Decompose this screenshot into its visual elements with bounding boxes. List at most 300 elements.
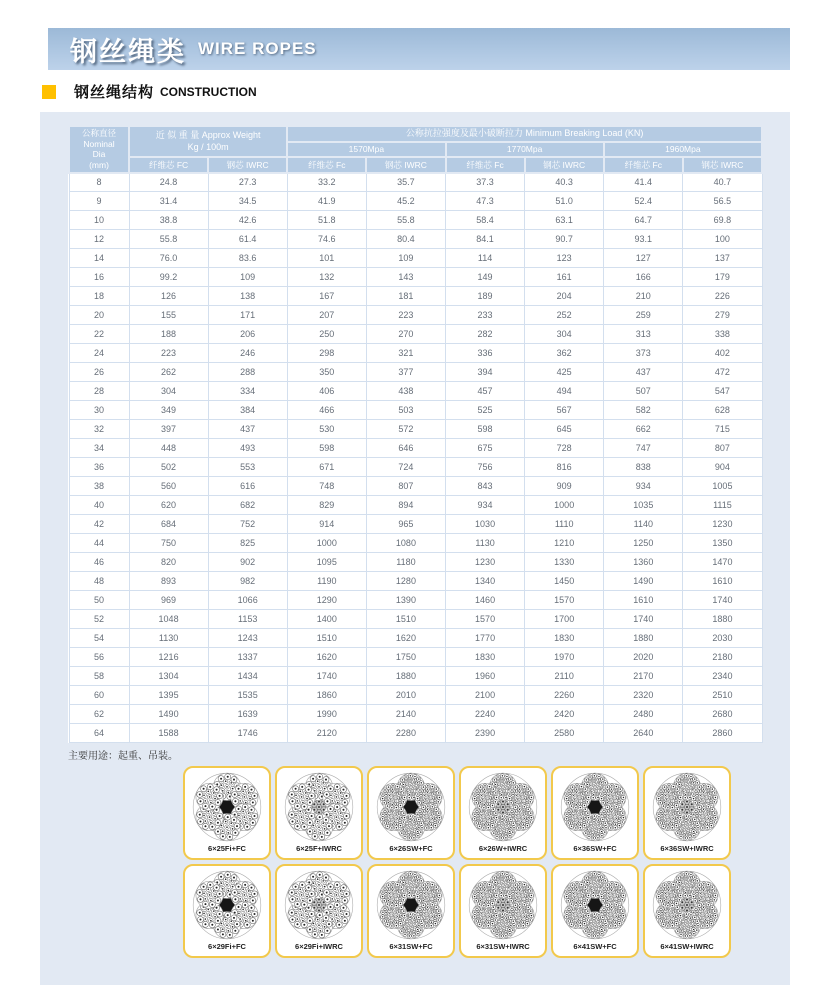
table-cell: 1460 [446, 591, 525, 610]
table-cell: 28 [69, 382, 129, 401]
header-grade-1570: 1570Mpa [287, 142, 445, 157]
rope-cross-section-diagram [464, 771, 542, 843]
table-cell: 2280 [366, 724, 445, 743]
rope-label: 6×26W+IWRC [478, 844, 528, 853]
section-title-en: CONSTRUCTION [160, 84, 257, 99]
table-cell: 181 [366, 287, 445, 306]
table-cell: 1337 [208, 648, 287, 667]
table-cell: 143 [366, 268, 445, 287]
header-dia: 公称直径 Nominal Dia (mm) [69, 126, 129, 173]
table-cell: 1470 [683, 553, 762, 572]
table-cell: 838 [604, 458, 683, 477]
rope-card [275, 864, 363, 958]
table-cell: 394 [446, 363, 525, 382]
table-cell: 715 [683, 420, 762, 439]
table-cell: 934 [604, 477, 683, 496]
table-cell: 406 [287, 382, 366, 401]
table-cell: 1210 [525, 534, 604, 553]
table-cell: 60 [69, 686, 129, 705]
table-cell: 829 [287, 496, 366, 515]
table-cell: 51.8 [287, 211, 366, 230]
table-cell: 350 [287, 363, 366, 382]
table-cell: 58.4 [446, 211, 525, 230]
table-row [69, 401, 762, 420]
rope-cross-section-diagram [188, 869, 266, 941]
table-cell: 32 [69, 420, 129, 439]
table-cell: 54 [69, 629, 129, 648]
table-cell: 646 [366, 439, 445, 458]
table-cell: 598 [446, 420, 525, 439]
table-cell: 93.1 [604, 230, 683, 249]
rope-cross-section-diagram [556, 771, 634, 843]
table-row [69, 496, 762, 515]
table-cell: 662 [604, 420, 683, 439]
table-cell: 1230 [683, 515, 762, 534]
table-cell: 553 [208, 458, 287, 477]
table-cell: 675 [446, 439, 525, 458]
table-row [69, 249, 762, 268]
table-cell: 1000 [287, 534, 366, 553]
table-cell: 55.8 [129, 230, 208, 249]
table-cell: 14 [69, 249, 129, 268]
table-cell: 1180 [366, 553, 445, 572]
table-cell: 1066 [208, 591, 287, 610]
table-cell: 1830 [525, 629, 604, 648]
header-weight-fc: 纤维芯 FC [129, 157, 208, 172]
table-cell: 252 [525, 306, 604, 325]
rope-cross-section-diagram [280, 771, 358, 843]
table-cell: 45.2 [366, 192, 445, 211]
table-cell: 233 [446, 306, 525, 325]
table-cell: 56 [69, 648, 129, 667]
rope-label: 6×25Fi+FC [208, 844, 246, 853]
table-row [69, 515, 762, 534]
table-row [69, 553, 762, 572]
table-cell: 530 [287, 420, 366, 439]
rope-label: 6×29Fi+FC [208, 942, 246, 951]
table-cell: 109 [208, 268, 287, 287]
table-cell: 166 [604, 268, 683, 287]
table-cell: 1250 [604, 534, 683, 553]
table-cell: 2170 [604, 667, 683, 686]
table-row [69, 287, 762, 306]
table-cell: 64 [69, 724, 129, 743]
table-cell: 1740 [604, 610, 683, 629]
table-cell: 525 [446, 401, 525, 420]
table-cell: 748 [287, 477, 366, 496]
table-cell: 457 [446, 382, 525, 401]
table-cell: 1280 [366, 572, 445, 591]
table-cell: 494 [525, 382, 604, 401]
table-cell: 437 [208, 420, 287, 439]
table-cell: 752 [208, 515, 287, 534]
table-cell: 1130 [446, 534, 525, 553]
table-cell: 90.7 [525, 230, 604, 249]
table-cell: 1740 [287, 667, 366, 686]
table-cell: 1510 [366, 610, 445, 629]
table-cell: 438 [366, 382, 445, 401]
rope-label: 6×41SW+IWRC [660, 942, 714, 951]
table-cell: 1140 [604, 515, 683, 534]
table-cell: 1880 [604, 629, 683, 648]
table-cell: 12 [69, 230, 129, 249]
table-cell: 179 [683, 268, 762, 287]
table-cell: 1740 [683, 591, 762, 610]
table-row [69, 667, 762, 686]
table-cell: 616 [208, 477, 287, 496]
table-cell: 969 [129, 591, 208, 610]
table-cell: 1434 [208, 667, 287, 686]
table-cell: 982 [208, 572, 287, 591]
table-cell: 645 [525, 420, 604, 439]
table-cell: 2120 [287, 724, 366, 743]
table-cell: 1110 [525, 515, 604, 534]
rope-card [183, 766, 271, 860]
table-cell: 965 [366, 515, 445, 534]
table-cell: 2100 [446, 686, 525, 705]
table-cell: 114 [446, 249, 525, 268]
table-cell: 902 [208, 553, 287, 572]
table-cell: 2680 [683, 705, 762, 724]
table-cell: 1450 [525, 572, 604, 591]
table-row [69, 477, 762, 496]
header-1960-iwrc: 钢芯 IWRC [683, 157, 762, 172]
table-cell: 2180 [683, 648, 762, 667]
table-cell: 46 [69, 553, 129, 572]
table-cell: 41.4 [604, 173, 683, 192]
table-cell: 682 [208, 496, 287, 515]
table-cell: 132 [287, 268, 366, 287]
rope-label: 6×31SW+FC [389, 942, 433, 951]
table-row [69, 572, 762, 591]
table-cell: 1130 [129, 629, 208, 648]
table-row [69, 363, 762, 382]
rope-card [551, 864, 639, 958]
table-cell: 1395 [129, 686, 208, 705]
header-1570-fc: 纤维芯 Fc [287, 157, 366, 172]
table-cell: 825 [208, 534, 287, 553]
table-cell: 807 [683, 439, 762, 458]
table-cell: 547 [683, 382, 762, 401]
table-cell: 18 [69, 287, 129, 306]
table-cell: 155 [129, 306, 208, 325]
table-cell: 820 [129, 553, 208, 572]
table-cell: 1243 [208, 629, 287, 648]
rope-cross-section-diagram [648, 771, 726, 843]
spec-table [68, 125, 763, 743]
table-cell: 1048 [129, 610, 208, 629]
table-cell: 2860 [683, 724, 762, 743]
table-cell: 24.8 [129, 173, 208, 192]
table-cell: 126 [129, 287, 208, 306]
table-cell: 914 [287, 515, 366, 534]
table-cell: 1750 [366, 648, 445, 667]
table-row [69, 420, 762, 439]
table-cell: 31.4 [129, 192, 208, 211]
table-row [69, 705, 762, 724]
table-cell: 1570 [446, 610, 525, 629]
table-cell: 1610 [683, 572, 762, 591]
table-cell: 466 [287, 401, 366, 420]
table-cell: 728 [525, 439, 604, 458]
table-cell: 100 [683, 230, 762, 249]
table-cell: 1490 [604, 572, 683, 591]
table-cell: 56.5 [683, 192, 762, 211]
table-row [69, 192, 762, 211]
table-cell: 2580 [525, 724, 604, 743]
table-cell: 1610 [604, 591, 683, 610]
table-cell: 189 [446, 287, 525, 306]
table-row [69, 724, 762, 743]
table-cell: 437 [604, 363, 683, 382]
section-title-zh: 钢丝绳结构 [74, 84, 155, 101]
table-cell: 1360 [604, 553, 683, 572]
rope-cross-section-diagram [372, 771, 450, 843]
table-cell: 282 [446, 325, 525, 344]
table-row [69, 610, 762, 629]
table-cell: 40.3 [525, 173, 604, 192]
table-cell: 42 [69, 515, 129, 534]
table-cell: 893 [129, 572, 208, 591]
table-row [69, 648, 762, 667]
table-cell: 2110 [525, 667, 604, 686]
rope-label: 6×36SW+FC [573, 844, 617, 853]
table-cell: 62 [69, 705, 129, 724]
table-cell: 502 [129, 458, 208, 477]
table-cell: 22 [69, 325, 129, 344]
table-cell: 816 [525, 458, 604, 477]
table-cell: 167 [287, 287, 366, 306]
table-cell: 36 [69, 458, 129, 477]
table-cell: 671 [287, 458, 366, 477]
header-grade-1960: 1960Mpa [604, 142, 762, 157]
table-row [69, 173, 762, 192]
table-row [69, 686, 762, 705]
table-cell: 1535 [208, 686, 287, 705]
table-cell: 448 [129, 439, 208, 458]
table-cell: 1350 [683, 534, 762, 553]
rope-card [367, 864, 455, 958]
header-breaking-group: 公称抗拉强度及最小破断拉力 Minimum Breaking Load (KN) [287, 126, 762, 142]
usage-note: 主要用途：起重、吊装。 [68, 751, 178, 762]
table-cell: 560 [129, 477, 208, 496]
table-cell: 1860 [287, 686, 366, 705]
table-cell: 262 [129, 363, 208, 382]
table-cell: 2320 [604, 686, 683, 705]
rope-card [459, 766, 547, 860]
table-cell: 1400 [287, 610, 366, 629]
rope-label: 6×25F+IWRC [296, 844, 342, 853]
table-cell: 223 [366, 306, 445, 325]
table-cell: 1005 [683, 477, 762, 496]
table-cell: 598 [287, 439, 366, 458]
table-cell: 20 [69, 306, 129, 325]
table-cell: 377 [366, 363, 445, 382]
table-cell: 223 [129, 344, 208, 363]
table-cell: 40.7 [683, 173, 762, 192]
banner-title-zh: 钢丝绳类 [70, 36, 186, 67]
table-cell: 109 [366, 249, 445, 268]
table-cell: 1330 [525, 553, 604, 572]
table-cell: 298 [287, 344, 366, 363]
table-cell: 1620 [366, 629, 445, 648]
table-cell: 8 [69, 173, 129, 192]
table-cell: 2020 [604, 648, 683, 667]
table-cell: 2640 [604, 724, 683, 743]
header-1570-iwrc: 钢芯 IWRC [366, 157, 445, 172]
table-cell: 1080 [366, 534, 445, 553]
table-cell: 397 [129, 420, 208, 439]
table-cell: 246 [208, 344, 287, 363]
rope-card [643, 766, 731, 860]
table-cell: 1510 [287, 629, 366, 648]
table-cell: 1570 [525, 591, 604, 610]
table-cell: 9 [69, 192, 129, 211]
table-cell: 24 [69, 344, 129, 363]
rope-cross-section-diagram [648, 869, 726, 941]
table-row [69, 211, 762, 230]
table-row [69, 439, 762, 458]
table-cell: 338 [683, 325, 762, 344]
table-cell: 349 [129, 401, 208, 420]
rope-label: 6×26SW+FC [389, 844, 433, 853]
table-cell: 362 [525, 344, 604, 363]
table-cell: 41.9 [287, 192, 366, 211]
table-cell: 171 [208, 306, 287, 325]
table-cell: 373 [604, 344, 683, 363]
rope-card [183, 864, 271, 958]
table-cell: 10 [69, 211, 129, 230]
table-cell: 52 [69, 610, 129, 629]
section-bullet-icon [42, 85, 56, 99]
table-cell: 894 [366, 496, 445, 515]
table-cell: 334 [208, 382, 287, 401]
table-cell: 42.6 [208, 211, 287, 230]
table-cell: 101 [287, 249, 366, 268]
table-cell: 149 [446, 268, 525, 287]
table-row [69, 382, 762, 401]
rope-cross-section-diagram [280, 869, 358, 941]
table-cell: 1620 [287, 648, 366, 667]
table-cell: 1770 [446, 629, 525, 648]
rope-card [459, 864, 547, 958]
table-cell: 1970 [525, 648, 604, 667]
table-cell: 493 [208, 439, 287, 458]
table-cell: 64.7 [604, 211, 683, 230]
table-cell: 250 [287, 325, 366, 344]
table-row [69, 306, 762, 325]
table-cell: 628 [683, 401, 762, 420]
table-cell: 1960 [446, 667, 525, 686]
table-cell: 321 [366, 344, 445, 363]
table-cell: 1700 [525, 610, 604, 629]
table-cell: 425 [525, 363, 604, 382]
table-cell: 1990 [287, 705, 366, 724]
table-cell: 30 [69, 401, 129, 420]
table-cell: 38.8 [129, 211, 208, 230]
table-row [69, 344, 762, 363]
table-cell: 2420 [525, 705, 604, 724]
table-cell: 807 [366, 477, 445, 496]
table-cell: 1030 [446, 515, 525, 534]
table-cell: 472 [683, 363, 762, 382]
content-panel [40, 112, 790, 985]
rope-card [275, 766, 363, 860]
table-cell: 40 [69, 496, 129, 515]
table-cell: 1153 [208, 610, 287, 629]
table-cell: 35.7 [366, 173, 445, 192]
table-cell: 724 [366, 458, 445, 477]
table-cell: 507 [604, 382, 683, 401]
table-row [69, 458, 762, 477]
table-cell: 38 [69, 477, 129, 496]
table-cell: 402 [683, 344, 762, 363]
rope-card [367, 766, 455, 860]
table-cell: 1830 [446, 648, 525, 667]
table-cell: 51.0 [525, 192, 604, 211]
header-weight-group: 近 似 重 量 Approx Weight Kg / 100m [129, 126, 287, 157]
table-cell: 684 [129, 515, 208, 534]
table-cell: 52.4 [604, 192, 683, 211]
table-cell: 50 [69, 591, 129, 610]
table-cell: 44 [69, 534, 129, 553]
table-cell: 74.6 [287, 230, 366, 249]
table-row [69, 591, 762, 610]
table-cell: 1115 [683, 496, 762, 515]
table-cell: 279 [683, 306, 762, 325]
table-cell: 572 [366, 420, 445, 439]
table-cell: 2010 [366, 686, 445, 705]
rope-card [643, 864, 731, 958]
rope-cross-section-diagram [372, 869, 450, 941]
table-cell: 2510 [683, 686, 762, 705]
table-cell: 83.6 [208, 249, 287, 268]
table-cell: 1095 [287, 553, 366, 572]
table-cell: 259 [604, 306, 683, 325]
rope-label: 6×41SW+FC [573, 942, 617, 951]
table-cell: 1190 [287, 572, 366, 591]
table-cell: 2260 [525, 686, 604, 705]
table-cell: 48 [69, 572, 129, 591]
table-cell: 210 [604, 287, 683, 306]
table-cell: 336 [446, 344, 525, 363]
rope-card [551, 766, 639, 860]
table-cell: 1230 [446, 553, 525, 572]
table-cell: 1490 [129, 705, 208, 724]
table-cell: 934 [446, 496, 525, 515]
table-cell: 63.1 [525, 211, 604, 230]
table-cell: 750 [129, 534, 208, 553]
header-1960-fc: 纤维芯 Fc [604, 157, 683, 172]
table-cell: 909 [525, 477, 604, 496]
rope-cross-section-diagram [464, 869, 542, 941]
table-cell: 80.4 [366, 230, 445, 249]
rope-label: 6×31SW+IWRC [476, 942, 530, 951]
banner-title-en: WIRE ROPES [198, 39, 317, 58]
table-cell: 76.0 [129, 249, 208, 268]
table-cell: 1639 [208, 705, 287, 724]
table-cell: 99.2 [129, 268, 208, 287]
table-cell: 2340 [683, 667, 762, 686]
table-cell: 843 [446, 477, 525, 496]
rope-cross-section-diagram [556, 869, 634, 941]
table-cell: 207 [287, 306, 366, 325]
table-cell: 2240 [446, 705, 525, 724]
table-cell: 55.8 [366, 211, 445, 230]
table-cell: 47.3 [446, 192, 525, 211]
table-cell: 620 [129, 496, 208, 515]
table-cell: 34 [69, 439, 129, 458]
